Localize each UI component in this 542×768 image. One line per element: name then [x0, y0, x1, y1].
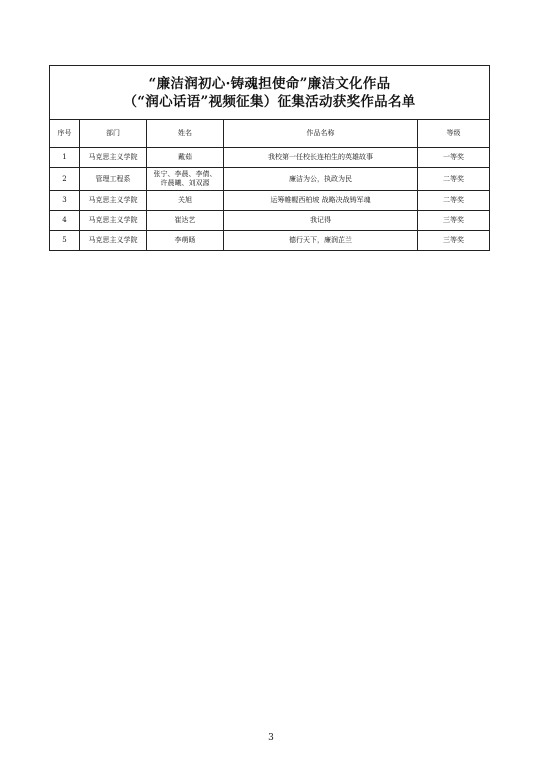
table-row [50, 211, 490, 231]
row-index: 3 [50, 191, 80, 211]
header-department: 部门 [80, 120, 147, 148]
row-index: 4 [50, 211, 80, 231]
header-index: 序号 [50, 120, 80, 148]
table-row [50, 191, 490, 211]
title-line-1: “廉洁润初心·铸魂担使命”廉洁文化作品 [148, 75, 391, 92]
row-work: 我记得 [224, 211, 418, 231]
row-index: 2 [50, 168, 80, 191]
award-table [49, 65, 490, 251]
row-work: 德行天下，廉润芷兰 [224, 231, 418, 251]
row-grade: 二等奖 [418, 168, 490, 191]
row-name [147, 148, 224, 168]
row-index: 5 [50, 231, 80, 251]
row-name-line: 关旭 [178, 196, 192, 204]
row-name-line: 许晨曦、刘双源 [160, 179, 210, 187]
document-title [50, 66, 490, 120]
header-grade: 等级 [418, 120, 490, 148]
table-row [50, 168, 490, 191]
row-name-line: 戴茹 [178, 153, 192, 161]
title-line-2: （“润心话语”视频征集）征集活动获奖作品名单 [123, 93, 416, 110]
page-number: 3 [268, 733, 274, 743]
row-department: 马克思主义学院 [80, 231, 147, 251]
row-grade: 三等奖 [418, 231, 490, 251]
row-grade: 二等奖 [418, 191, 490, 211]
row-name [147, 168, 224, 191]
row-name-line: 李萌旸 [174, 236, 196, 244]
row-name [147, 211, 224, 231]
row-department: 马克思主义学院 [80, 211, 147, 231]
title-row [50, 66, 490, 120]
row-name [147, 191, 224, 211]
row-name-line: 崔达艺 [174, 216, 196, 224]
row-grade: 三等奖 [418, 211, 490, 231]
table-row [50, 148, 490, 168]
table-header-row [50, 120, 490, 148]
table-row [50, 231, 490, 251]
row-department: 马克思主义学院 [80, 148, 147, 168]
header-work: 作品名称 [224, 120, 418, 148]
row-department: 管理工程系 [80, 168, 147, 191]
header-name: 姓名 [147, 120, 224, 148]
row-work: 运筹帷幄西柏坡 战略决战铸军魂 [224, 191, 418, 211]
row-name [147, 231, 224, 251]
row-name-line: 张宁、李晨、李倩、 [153, 170, 217, 178]
row-department: 马克思主义学院 [80, 191, 147, 211]
row-work: 我校第一任校长连柏生的英雄故事 [224, 148, 418, 168]
row-grade: 一等奖 [418, 148, 490, 168]
row-index: 1 [50, 148, 80, 168]
row-work: 廉洁为公，执政为民 [224, 168, 418, 191]
